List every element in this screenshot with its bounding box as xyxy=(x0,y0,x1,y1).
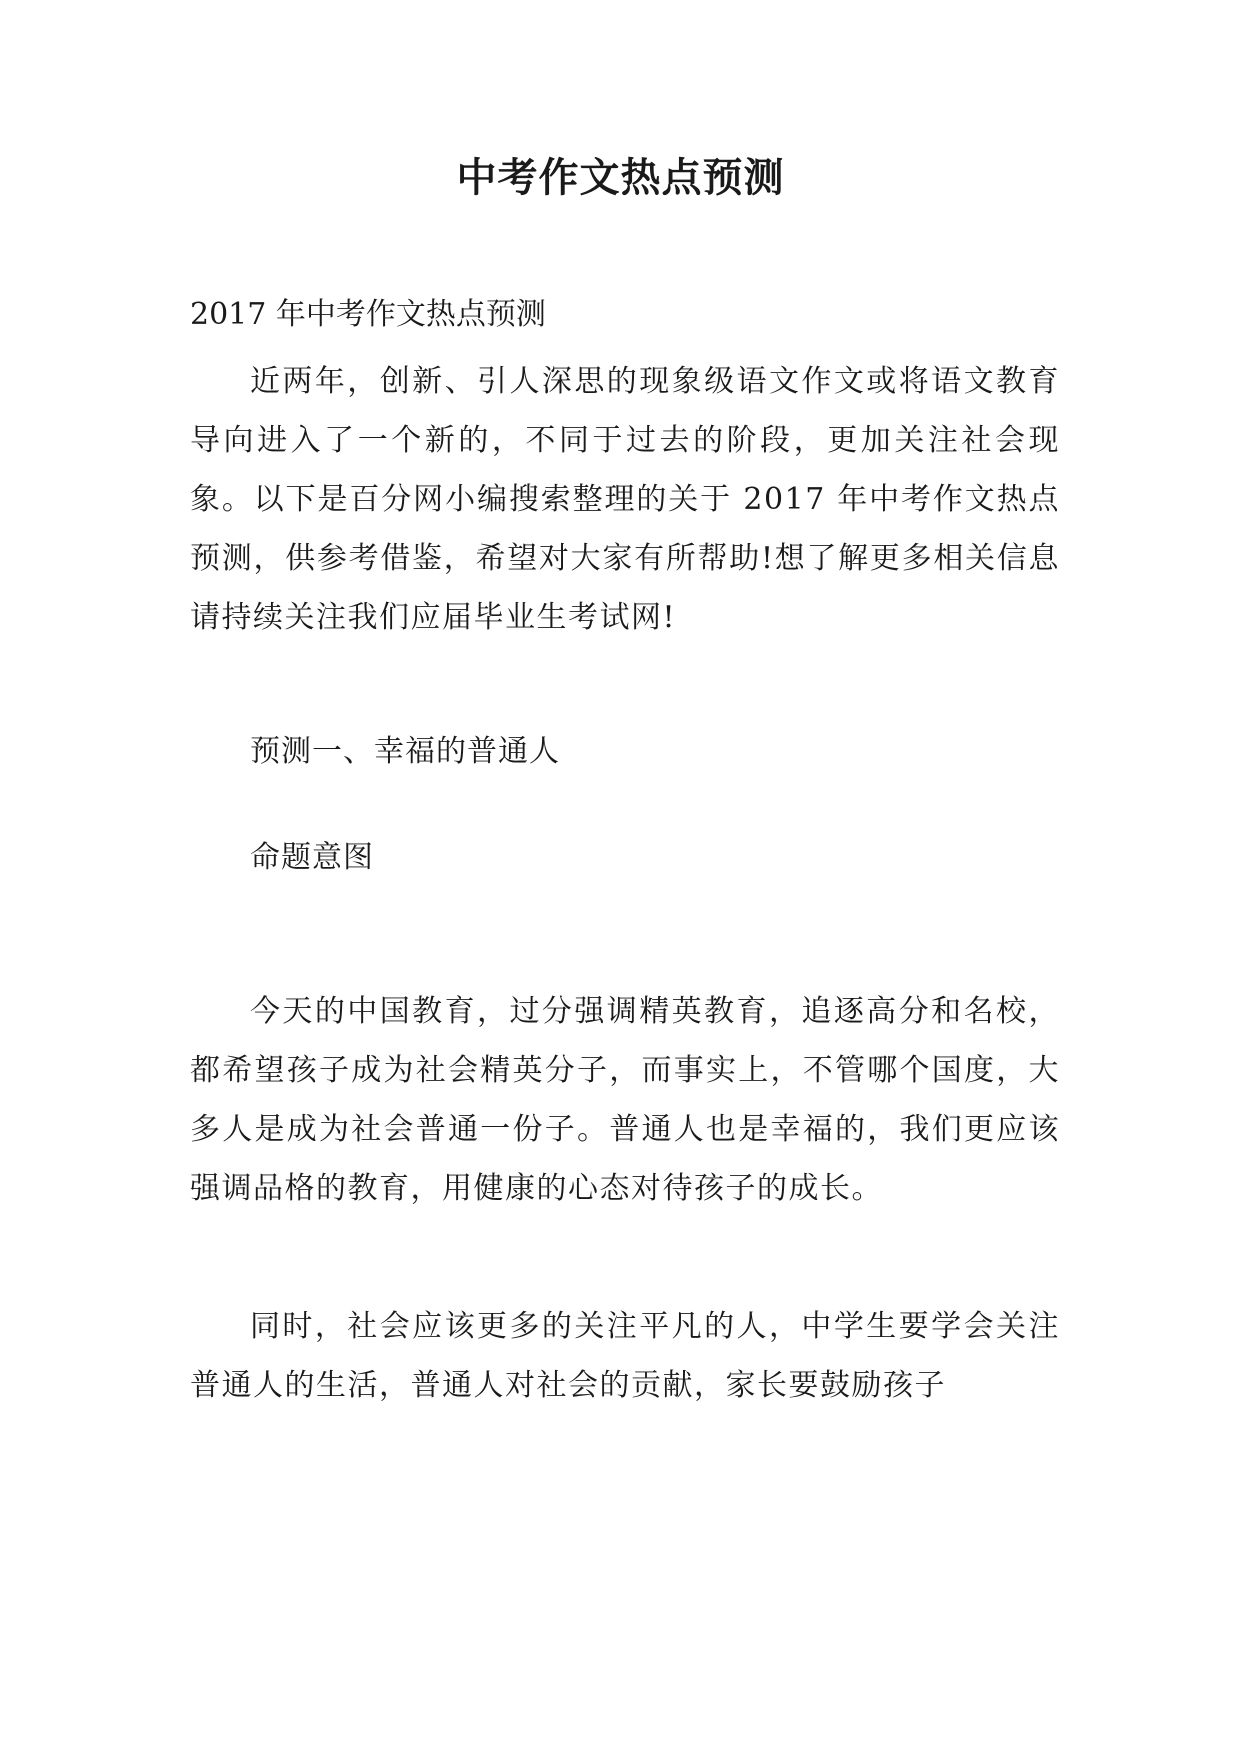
section-heading: 预测一、幸福的普通人 xyxy=(250,734,560,769)
body-paragraph-1: 今天的中国教育，过分强调精英教育，追逐高分和名校，都希望孩子成为社会精英分子，而事实上，不管哪个国度，大多人是成为社会普通一份子。普通人也是幸福的，我们更应该强调品格的教育，用健康的心态对待孩子的成长。 xyxy=(190,994,1060,1206)
body-paragraph-2: 同时，社会应该更多的关注平凡的人，中学生要学会关注普通人的生活，普通人对社会的贡献，家长要鼓励孩子 xyxy=(190,1309,1060,1403)
document-title: 中考作文热点预测 xyxy=(456,154,785,201)
section-subheading: 命题意图 xyxy=(250,840,374,875)
document-subtitle: 2017 年中考作文热点预测 xyxy=(190,297,546,332)
intro-paragraph: 近两年，创新、引人深思的现象级语文作文或将语文教育导向进入了一个新的，不同于过去的阶段，更加关注社会现象。以下是百分网小编搜索整理的关于 2017 年中考作文热点预测，供参考借鉴，希望对大家有所帮助!想了解更多相关信息请持续关注我们应届毕业生考试网! xyxy=(190,364,1060,635)
